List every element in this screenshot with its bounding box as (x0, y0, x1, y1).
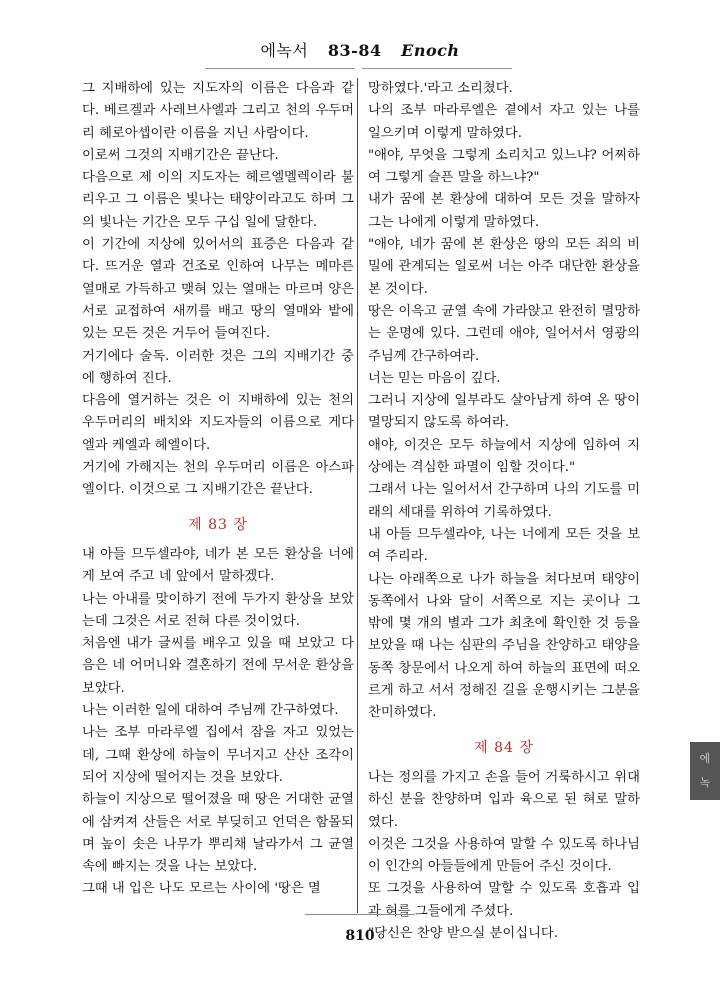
column-divider (357, 78, 358, 913)
paragraph: 망하였다.'라고 소리쳤다. (368, 81, 513, 96)
page-number: 810 (345, 928, 375, 944)
paragraph: 나는 정의를 가지고 손을 들어 거룩하시고 위대하신 분을 찬양하며 입과 육으로 된 혀로 말하였다. (368, 769, 640, 830)
paragraph: 다음으로 제 이의 지도자는 헤르엘멜렉이라 불리우고 그 이름은 빛나는 태양이라고도 하며 그의 빛나는 기간은 모두 구십 일에 달한다. (82, 170, 354, 230)
paragraph: "애야, 네가 꿈에 본 환상은 땅의 모든 죄의 비밀에 관계되는 일로써 너는 아주 대단한 환상을 본 것이다. (368, 237, 640, 297)
paragraph: 이것은 그것을 사용하여 말할 수 있도록 하나님이 인간의 아들들에게 만들어 주신 것이다. (368, 836, 640, 875)
thumb-tab-char: 에 (699, 752, 711, 765)
paragraph: 나는 이러한 일에 대하여 주님께 간구하였다. (82, 703, 339, 719)
thumb-tab-char: 녹 (699, 776, 711, 789)
paragraph: 거기에 가해지는 천의 우두머리 이름은 아스파엘이다. 이것으로 그 지배기간은 끝난다. (82, 460, 354, 498)
paragraph: 이로써 그것의 지배기간은 끝난다. (82, 147, 279, 163)
paragraph: 이 기간에 지상에 있어서의 표증은 다음과 같다. 뜨거운 열과 건조로 인하여 나무는 메마른 열매로 가득하고 맺혀 있는 열매는 마르며 양은 서로 교접하여 새끼를 배고 땅의 열매와 밭에 있는 모든 것은 거두어 들여진다. (82, 237, 354, 342)
chapter-heading-84: 제 84 장 (474, 739, 534, 756)
chapter-heading-83: 제 83 장 (188, 516, 248, 533)
paragraph: 내 아들 므두셀라야, 나는 너에게 모든 것을 보여 주리라. (368, 526, 640, 565)
paragraph: 나는 조부 마라루엘 집에서 잠을 자고 있었는데, 그때 환상에 하늘이 무너지고 산산 조각이 되어 지상에 떨어지는 것을 보았다. (82, 725, 354, 785)
header-rule-right (362, 68, 512, 69)
paragraph: 땅은 이윽고 균열 속에 가라앉고 완전히 멸망하는 운명에 있다. 그런데 애야, 일어서서 영광의 주님께 간구하여라. (368, 303, 640, 364)
paragraph: 또 그것을 사용하여 말할 수 있도록 호흡과 입과 혀를 그들에게 주셨다. (368, 881, 640, 919)
left-column (82, 78, 354, 901)
paragraph: "당신은 찬양 받으실 분이십니다. (368, 925, 559, 941)
paragraph: 그 지배하에 있는 지도자의 이름은 다음과 같다. 베르겔과 사레브사엘과 그리고 천의 우두머리 헤로아셉이란 이름을 지닌 사람이다. (82, 81, 354, 141)
paragraph: 하늘이 지상으로 떨어졌을 때 땅은 거대한 균열에 삼켜져 산들은 서로 부딪히고 언덕은 함몰되며 높이 솟은 나무가 뿌리채 날라가서 그 균열 속에 빠지는 것을 나는 보았다. (82, 792, 354, 875)
paragraph: 너는 믿는 마음이 깊다. (368, 370, 501, 386)
paragraph: 나의 조부 마라루엘은 곁에서 자고 있는 나를 일으키며 이렇게 말하였다. (368, 103, 640, 141)
paragraph: 나는 아내를 맞이하기 전에 두가지 환상을 보았는데 그것은 서로 전혀 다른 것이었다. (82, 591, 354, 629)
paragraph: 그러니 지상에 일부라도 살아남게 하여 온 땅이 멸망되지 않도록 하여라. (368, 393, 640, 431)
footer-rule (305, 914, 415, 915)
paragraph: 나는 아래쪽으로 나가 하늘을 쳐다보며 태양이 동쪽에서 나와 달이 서쪽으로 지는 곳이나 그 밖에 몇 개의 별과 그가 최초에 확인한 것 등을 보았을 때 나는 심판의 주님을 찬양하고 태양을 동쪽 창문에서 나오게 하여 하늘의 표면에 떠오르게 하고 서서 정해진 길을 운행시키는 그분을 찬미하였다. (368, 571, 640, 721)
chapter-range: 83-84 (327, 41, 382, 60)
paragraph: 내가 꿈에 본 환상에 대하여 모든 것을 말하자 그는 나에게 이렇게 말하였다. (368, 192, 640, 230)
right-column (368, 78, 640, 945)
paragraph: 애야, 이것은 모두 하늘에서 지상에 임하여 지상에는 격심한 파멸이 임할 것이다." (368, 437, 640, 476)
header-rule-left (205, 68, 355, 69)
thumb-index-tab (690, 742, 720, 800)
paragraph: 처음엔 내가 글씨를 배우고 있을 때 보았고 다음은 네 어머니와 결혼하기 전에 무서운 환상을 보았다. (82, 636, 354, 696)
book-title-korean: 에녹서 (260, 41, 309, 60)
paragraph: 거기에다 술독. 이러한 것은 그의 지배기간 중에 행하여 진다. (82, 348, 354, 386)
paragraph: 그때 내 입은 나도 모르는 사이에 '땅은 멸 (82, 881, 321, 897)
paragraph: 내 아들 므두셀라야, 네가 본 모든 환상을 너에게 보여 주고 네 앞에서 말하겠다. (82, 546, 354, 585)
running-header (0, 38, 720, 61)
paragraph: "애야, 무엇을 그렇게 소리치고 있느냐? 어찌하여 그렇게 슬픈 말을 하느냐?" (368, 147, 640, 186)
paragraph: 그래서 나는 일어서서 간구하며 나의 기도를 미래의 세대를 위하여 기록하였다. (368, 482, 640, 520)
book-title-english: Enoch (401, 41, 460, 60)
paragraph: 다음에 열거하는 것은 이 지배하에 있는 천의 우두머리의 배치와 지도자들의 이름으로 게다엘과 케엘과 헤엘이다. (82, 393, 354, 453)
